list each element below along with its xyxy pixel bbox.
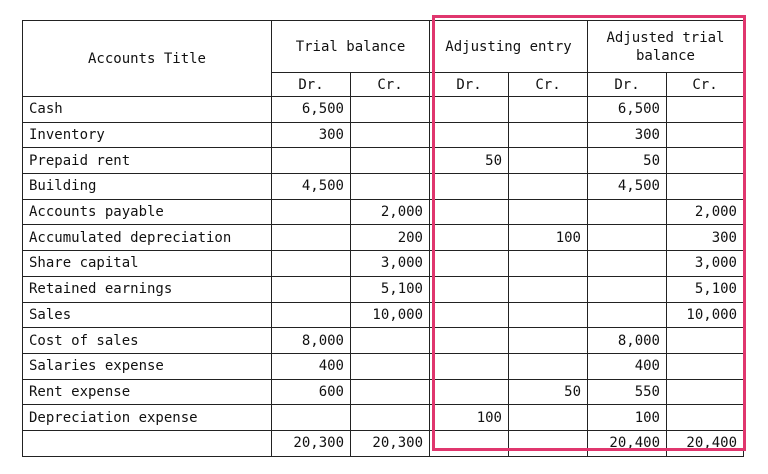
tb-dr-cell xyxy=(272,276,351,302)
table-row xyxy=(23,225,744,251)
tb-dr-cell xyxy=(272,225,351,251)
account-cell: Rent expense xyxy=(23,379,272,405)
adj-cr-cell xyxy=(509,405,588,431)
table-row xyxy=(23,302,744,328)
atb-cr-cell xyxy=(667,174,744,200)
tb-dr-cell: 400 xyxy=(272,353,351,379)
adj-dr-cell xyxy=(430,276,509,302)
table-row xyxy=(23,148,744,174)
tb-dr-cell: 6,500 xyxy=(272,97,351,123)
account-cell: Accumulated depreciation xyxy=(23,225,272,251)
tb-dr-cell xyxy=(272,199,351,225)
adj-dr-cell xyxy=(430,225,509,251)
adj-cr-cell: 50 xyxy=(509,379,588,405)
tb-cr-cell xyxy=(351,379,430,405)
tb-cr-cell xyxy=(351,122,430,148)
adj-cr-cell xyxy=(509,148,588,174)
tb-dr-cell xyxy=(272,148,351,174)
adj-dr-cell xyxy=(430,174,509,200)
header-adjusted-trial-balance: Adjusted trial balance xyxy=(588,21,744,73)
adj-dr-cell: 100 xyxy=(430,405,509,431)
tb-cr-cell: 2,000 xyxy=(351,199,430,225)
adj-dr-cell xyxy=(430,199,509,225)
adj-cr-cell xyxy=(509,276,588,302)
account-cell: Retained earnings xyxy=(23,276,272,302)
account-cell: Share capital xyxy=(23,251,272,277)
atb-dr-cell xyxy=(588,302,667,328)
atb-dr-cell: 300 xyxy=(588,122,667,148)
adj-dr-cell xyxy=(430,302,509,328)
header-accounts-title: Accounts Title xyxy=(23,21,272,97)
account-cell xyxy=(23,430,272,456)
tb-cr-cell: 10,000 xyxy=(351,302,430,328)
table-row xyxy=(23,379,744,405)
atb-cr-cell xyxy=(667,148,744,174)
tb-dr-cell xyxy=(272,251,351,277)
account-cell: Salaries expense xyxy=(23,353,272,379)
tb-dr-total-cell: 20,300 xyxy=(272,430,351,456)
header-tb-dr: Dr. xyxy=(272,73,351,97)
atb-cr-cell: 3,000 xyxy=(667,251,744,277)
account-cell: Sales xyxy=(23,302,272,328)
adj-cr-cell xyxy=(509,199,588,225)
account-cell: Cost of sales xyxy=(23,328,272,354)
atb-dr-cell: 550 xyxy=(588,379,667,405)
worksheet-table xyxy=(22,20,744,457)
tb-cr-cell xyxy=(351,353,430,379)
totals-row xyxy=(23,430,744,456)
adj-cr-cell: 100 xyxy=(509,225,588,251)
tb-dr-cell: 300 xyxy=(272,122,351,148)
table-row xyxy=(23,328,744,354)
adj-dr-cell xyxy=(430,122,509,148)
adj-cr-cell xyxy=(509,97,588,123)
tb-cr-cell xyxy=(351,174,430,200)
account-cell: Building xyxy=(23,174,272,200)
adj-dr-cell xyxy=(430,379,509,405)
atb-dr-cell: 8,000 xyxy=(588,328,667,354)
account-cell: Prepaid rent xyxy=(23,148,272,174)
worksheet-table-container xyxy=(22,20,744,457)
tb-dr-cell: 600 xyxy=(272,379,351,405)
atb-dr-cell xyxy=(588,251,667,277)
atb-cr-cell: 10,000 xyxy=(667,302,744,328)
atb-dr-cell: 100 xyxy=(588,405,667,431)
atb-dr-cell: 400 xyxy=(588,353,667,379)
atb-cr-cell xyxy=(667,122,744,148)
atb-cr-cell xyxy=(667,353,744,379)
atb-dr-cell xyxy=(588,225,667,251)
atb-cr-cell: 300 xyxy=(667,225,744,251)
tb-dr-cell: 4,500 xyxy=(272,174,351,200)
adj-dr-cell xyxy=(430,353,509,379)
adj-cr-cell xyxy=(509,122,588,148)
adj-cr-cell xyxy=(509,302,588,328)
worksheet-body xyxy=(23,97,744,457)
atb-dr-cell: 6,500 xyxy=(588,97,667,123)
adj-dr-total-cell xyxy=(430,430,509,456)
account-cell: Cash xyxy=(23,97,272,123)
atb-cr-cell xyxy=(667,405,744,431)
tb-cr-cell xyxy=(351,148,430,174)
account-cell: Inventory xyxy=(23,122,272,148)
atb-cr-cell: 5,100 xyxy=(667,276,744,302)
atb-cr-cell xyxy=(667,97,744,123)
atb-cr-cell xyxy=(667,328,744,354)
atb-dr-total-cell: 20,400 xyxy=(588,430,667,456)
adj-cr-cell xyxy=(509,328,588,354)
header-atb-dr: Dr. xyxy=(588,73,667,97)
table-row xyxy=(23,122,744,148)
atb-dr-cell xyxy=(588,199,667,225)
atb-dr-cell: 50 xyxy=(588,148,667,174)
table-row xyxy=(23,405,744,431)
table-row xyxy=(23,97,744,123)
header-atb-cr: Cr. xyxy=(667,73,744,97)
account-cell: Depreciation expense xyxy=(23,405,272,431)
tb-cr-cell: 200 xyxy=(351,225,430,251)
tb-dr-cell xyxy=(272,302,351,328)
atb-cr-total-cell: 20,400 xyxy=(667,430,744,456)
adj-dr-cell xyxy=(430,97,509,123)
adj-dr-cell: 50 xyxy=(430,148,509,174)
header-adj-cr: Cr. xyxy=(509,73,588,97)
atb-cr-cell xyxy=(667,379,744,405)
tb-cr-cell xyxy=(351,328,430,354)
adj-cr-total-cell xyxy=(509,430,588,456)
table-row xyxy=(23,199,744,225)
atb-dr-cell xyxy=(588,276,667,302)
adj-dr-cell xyxy=(430,251,509,277)
tb-cr-cell xyxy=(351,405,430,431)
header-trial-balance: Trial balance xyxy=(272,21,430,73)
tb-cr-total-cell: 20,300 xyxy=(351,430,430,456)
header-adjusting-entry: Adjusting entry xyxy=(430,21,588,73)
adj-cr-cell xyxy=(509,353,588,379)
adj-cr-cell xyxy=(509,251,588,277)
adj-dr-cell xyxy=(430,328,509,354)
atb-cr-cell: 2,000 xyxy=(667,199,744,225)
tb-cr-cell xyxy=(351,97,430,123)
atb-dr-cell: 4,500 xyxy=(588,174,667,200)
header-tb-cr: Cr. xyxy=(351,73,430,97)
table-row xyxy=(23,353,744,379)
table-row xyxy=(23,251,744,277)
tb-dr-cell xyxy=(272,405,351,431)
adj-cr-cell xyxy=(509,174,588,200)
tb-cr-cell: 5,100 xyxy=(351,276,430,302)
table-row xyxy=(23,276,744,302)
tb-dr-cell: 8,000 xyxy=(272,328,351,354)
header-adj-dr: Dr. xyxy=(430,73,509,97)
tb-cr-cell: 3,000 xyxy=(351,251,430,277)
account-cell: Accounts payable xyxy=(23,199,272,225)
table-row xyxy=(23,174,744,200)
